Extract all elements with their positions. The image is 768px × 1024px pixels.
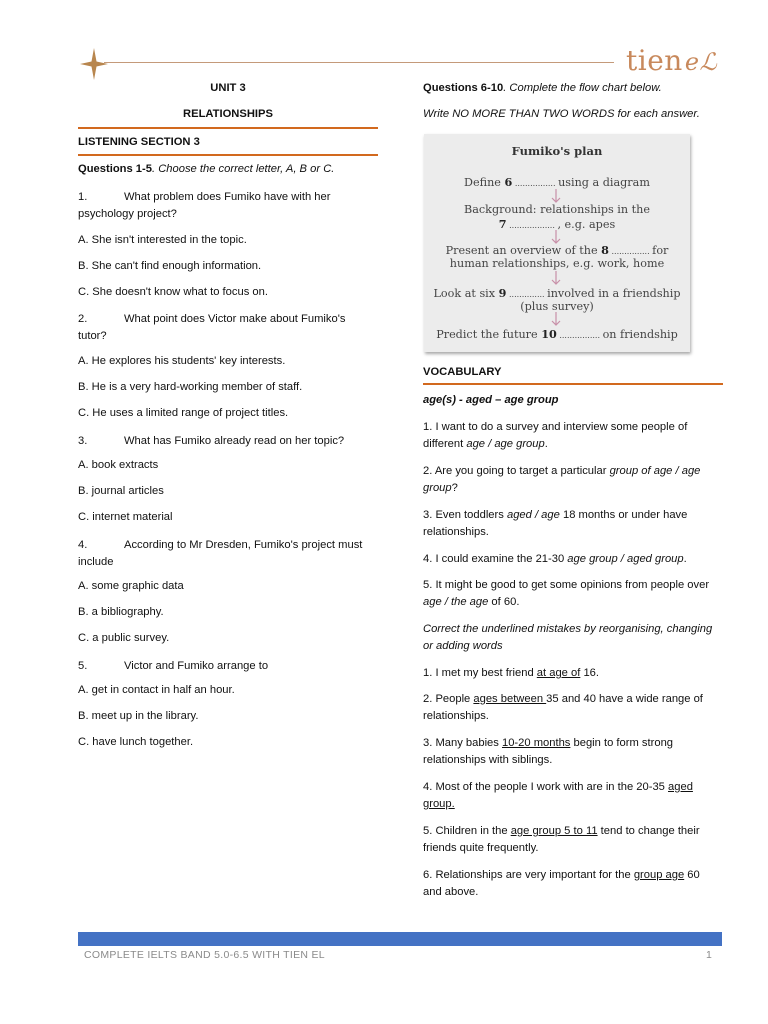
brand-logo: tieneℒ	[626, 44, 718, 77]
option: A. get in contact in half an hour.	[78, 684, 235, 696]
chart-step-2: Background: relationships in the	[464, 203, 650, 216]
chart-step-5: Predict the future 10 ................ on friendship	[436, 327, 678, 341]
chart-step-3: Present an overview of the 8 ............... for	[445, 243, 669, 257]
arrow-down-icon	[551, 189, 561, 203]
vocab-subheading: age(s) - aged – age group	[423, 394, 559, 406]
option: B. a bibliography.	[78, 606, 164, 618]
vocab-sentence-4: 4. I could examine the 21-30 age group / aged group.	[423, 553, 687, 565]
option: A. book extracts	[78, 459, 159, 471]
question-4: 4. According to Mr Dresden, Fumiko's project must include	[78, 539, 363, 568]
option: B. He is a very hard-working member of staff.	[78, 381, 303, 393]
chart-step-4b: (plus survey)	[520, 300, 594, 313]
option: C. a public survey.	[78, 632, 170, 644]
rule	[78, 154, 378, 156]
chart-title: Fumiko's plan	[511, 144, 603, 158]
chart-step-2b: 7 .................. , e.g. apes	[498, 217, 616, 231]
correction-sentence-4: 4. Most of the people I work with are in the 20-35 aged group.	[423, 781, 693, 810]
option: C. He uses a limited range of project titles.	[78, 407, 289, 419]
chart-step-3b: human relationships, e.g. work, home	[449, 257, 665, 270]
chart-step-1: Define 6 ................ using a diagram	[464, 175, 650, 189]
instruction: Questions 1-5. Choose the correct letter, A, B or C.	[78, 163, 335, 175]
flow-chart	[424, 134, 690, 352]
option: A. She isn't interested in the topic.	[78, 234, 247, 246]
correction-sentence-1: 1. I met my best friend at age of 16.	[423, 667, 600, 679]
correction-sentence-2: 2. People ages between 35 and 40 have a wide range of relationships.	[423, 693, 703, 722]
question-2: 2. What point does Victor make about Fumiko's tutor?	[78, 313, 346, 342]
unit-title: UNIT 3	[210, 82, 246, 94]
question-3: 3. What has Fumiko already read on her topic?	[78, 435, 345, 447]
vocab-sentence-5: 5. It might be good to get some opinions from people over age / the age of 60.	[423, 579, 710, 608]
option: B. She can't find enough information.	[78, 260, 262, 272]
question-1: 1. What problem does Fumiko have with her psychology project?	[78, 191, 331, 220]
option: C. internet material	[78, 511, 173, 523]
arrow-down-icon	[551, 230, 561, 244]
question-5: 5. Victor and Fumiko arrange to	[78, 660, 269, 672]
page-number: 1	[706, 949, 713, 961]
option: B. journal articles	[78, 485, 164, 497]
option: A. some graphic data	[78, 580, 184, 592]
arrow-down-icon	[551, 271, 561, 285]
option: A. He explores his students' key interests.	[78, 355, 286, 367]
rule	[78, 127, 378, 129]
vocab-sentence-2: 2. Are you going to target a particular group of age / age group?	[423, 465, 701, 494]
correction-sentence-6: 6. Relationships are very important for the group age 60 and above.	[423, 869, 700, 898]
footer-bar	[78, 932, 722, 946]
questions-6-10-heading: Questions 6-10. Complete the flow chart below.	[423, 82, 662, 94]
vocab-sentence-3: 3. Even toddlers aged / age 18 months or under have relationships.	[423, 509, 688, 538]
vocabulary-heading: VOCABULARY	[423, 366, 502, 378]
option: C. have lunch together.	[78, 736, 194, 748]
chart-step-4: Look at six 9 .............. involved in a friendship	[433, 286, 681, 300]
star-icon	[80, 48, 108, 80]
rule	[423, 383, 723, 385]
option: C. She doesn't know what to focus on.	[78, 286, 268, 298]
option: B. meet up in the library.	[78, 710, 199, 722]
correction-sentence-3: 3. Many babies 10-20 months begin to form strong relationships with siblings.	[423, 737, 674, 766]
correction-instruction: Correct the underlined mistakes by reorganising, changing or adding words	[423, 623, 713, 652]
footer-text: COMPLETE IELTS BAND 5.0-6.5 WITH TIEN EL	[84, 949, 325, 961]
word-limit-instruction: Write NO MORE THAN TWO WORDS for each answer.	[423, 108, 700, 120]
header-rule	[104, 62, 614, 63]
arrow-down-icon	[551, 312, 561, 326]
topic-title: RELATIONSHIPS	[183, 108, 273, 120]
correction-sentence-5: 5. Children in the age group 5 to 11 tend to change their friends quite frequently.	[423, 825, 700, 854]
vocab-sentence-1: 1. I want to do a survey and interview some people of different age / age group.	[423, 421, 688, 450]
section-heading: LISTENING SECTION 3	[78, 136, 200, 148]
